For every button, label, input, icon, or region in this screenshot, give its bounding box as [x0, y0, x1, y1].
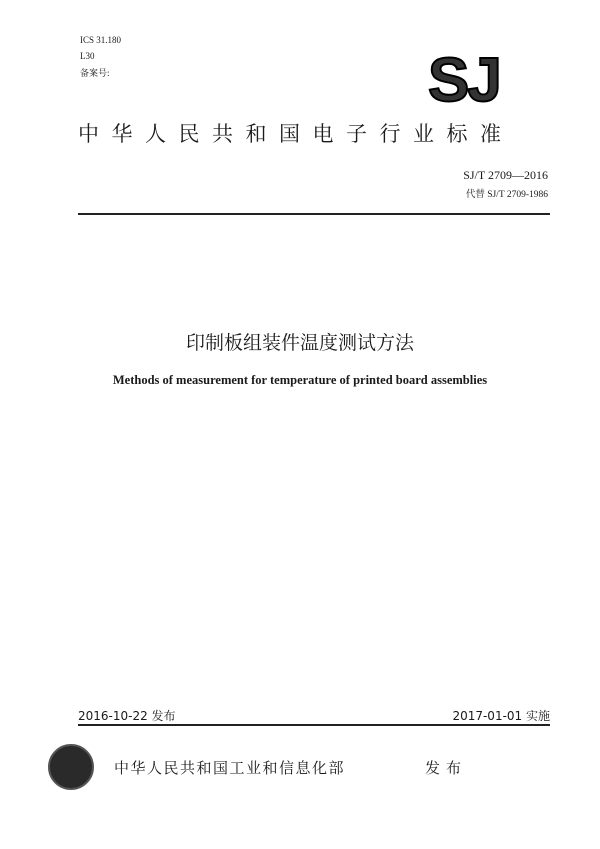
issue-date: 2016-10-22 发布 — [78, 709, 176, 723]
sj-logo: SJ — [428, 46, 500, 115]
bottom-divider — [78, 724, 550, 726]
ccs-code: L30 — [80, 51, 95, 61]
top-divider — [78, 213, 550, 215]
title-chinese: 印制板组装件温度测试方法 — [185, 332, 414, 354]
standard-code: SJ/T 2709—2016 — [463, 168, 548, 182]
issuing-authority: 中华人民共和国工业和信息化部 — [114, 759, 346, 777]
ics-code: ICS 31.180 — [80, 35, 122, 45]
record-number-label: 备案号: — [80, 68, 110, 78]
organization-title: 中华人民共和国电子行业标准 — [78, 122, 514, 146]
publish-label: 发布 — [425, 759, 468, 777]
replaces-standard: 代替 SJ/T 2709-1986 — [465, 190, 548, 200]
effective-date: 2017-01-01 实施 — [452, 709, 550, 723]
ministry-seal-icon — [48, 744, 94, 790]
title-english: Methods of measurement for temperature of printed board assemblies — [112, 373, 488, 387]
